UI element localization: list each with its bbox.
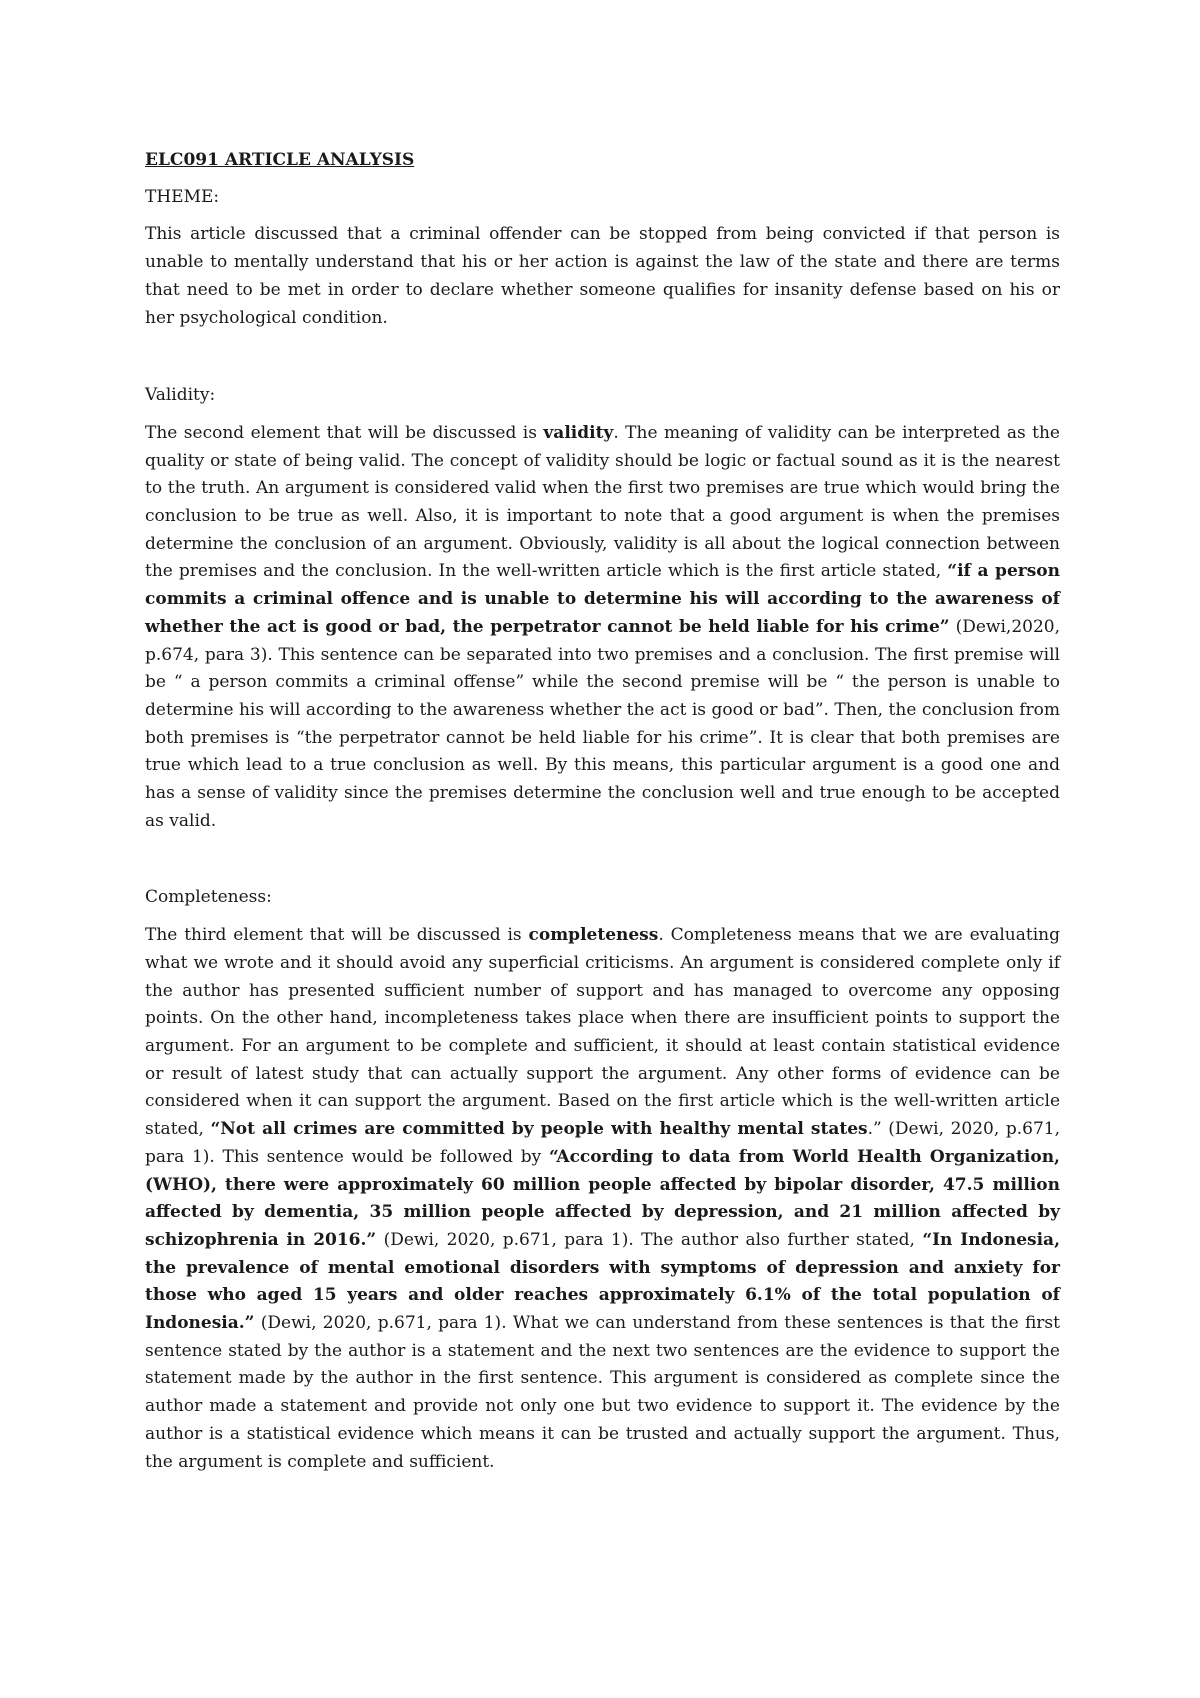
completeness-text-5: (Dewi, 2020, p.671, para 1). What we can understand from these sentences is that the first sentence stated by the author is a statement and the next two sentences are the evidence to support the statement made by the author in the first sentence. This argument is considered as complete since the author made a statement and provide not only one but two evidence to support it. The evidence by the author is a statistical evidence which means it can be trusted and actually support the argument. Thus, the argument is complete and sufficient. <box>145 1313 1060 1472</box>
completeness-text-1: The third element that will be discussed is <box>145 925 529 946</box>
section-spacer <box>145 835 1060 884</box>
completeness-quote-1-end: .” <box>867 1119 882 1140</box>
completeness-text-2: . Completeness means that we are evaluating what we wrote and it should avoid any superficial criticisms. An argument is considered complete only if the author has presented sufficient number of support and has managed to overcome any opposing points. On the other hand, incompleteness takes place when there are insufficient points to support the argument. For an argument to be complete and sufficient, it should at least contain statistical evidence or result of latest study that can actually support the argument. Any other forms of evidence can be considered when it can support the argument. Based on the first article which is the well-written article stated, <box>145 925 1060 1140</box>
validity-text-2: . The meaning of validity can be interpreted as the quality or state of being valid. The concept of validity should be logic or factual sound as it is the nearest to the truth. An argument is considered valid when the first two premises are true which would bring the conclusion to be true as well. Also, it is important to note that a good argument is when the premises determine the conclusion of an argument. Obviously, validity is all about the logical connection between the premises and the conclusion. In the well-written article which is the first article stated, <box>145 422 1060 582</box>
completeness-text-3: (Dewi, 2020, p.671, para 1). This sentence would be followed by <box>145 1119 1060 1167</box>
theme-heading: THEME: <box>145 186 220 207</box>
validity-text-3: (Dewi,2020, p.674, para 3). This sentence can be separated into two premises and a conclusion. The first premise will be “ a person commits a criminal offense” while the second premise will be “ the person is unable to determine his will according to the awareness whether the act is good or bad”. Then, the conclusion from both premises is “the perpetrator cannot be held liable for his crime”. It is clear that both premises are true which lead to a true conclusion as well. By this means, this particular argument is a good one and has a sense of validity since the premises determine the conclusion well and true enough to be accepted as valid. <box>145 616 1060 831</box>
validity-heading: Validity: <box>145 385 216 406</box>
validity-quote: “if a person commits a criminal offence and is unable to determine his will according to the awareness of whether the act is good or bad, the perpetrator cannot be held liable for his crime” <box>145 561 1060 637</box>
validity-keyword: validity <box>543 422 614 443</box>
completeness-quote-3: “In Indonesia, the prevalence of mental emotional disorders with symptoms of depression and anxiety for those who aged 15 years and older reaches approximately 6.1% of the total population of Indonesia.” <box>145 1229 1060 1334</box>
completeness-quote-1: “Not all crimes are committed by people with healthy mental states <box>210 1119 868 1140</box>
theme-paragraph: This article discussed that a criminal offender can be stopped from being convicted if that person is unable to mentally understand that his or her action is against the law of the state and there are terms that need to be met in order to declare whether someone qualifies for insanity defense based on his or her psychological condition. <box>145 224 1060 328</box>
completeness-keyword: completeness <box>528 925 659 946</box>
completeness-heading: Completeness: <box>145 887 272 908</box>
document-body <box>145 147 1060 1476</box>
validity-text-1: The second element that will be discussed is <box>145 422 544 443</box>
completeness-quote-2: “According to data from World Health Organization, (WHO), there were approximately 60 million people affected by bipolar disorder, 47.5 million affected by dementia, 35 million people affected by depression, and 21 million affected by schizophrenia in 2016.” <box>145 1146 1060 1250</box>
section-spacer <box>145 332 1060 382</box>
document-title: ELC091 ARTICLE ANALYSIS <box>145 150 415 170</box>
validity-paragraph <box>145 420 1060 836</box>
completeness-paragraph <box>145 922 1060 1476</box>
completeness-text-4: (Dewi, 2020, p.671, para 1). The author also further stated, <box>376 1229 923 1250</box>
